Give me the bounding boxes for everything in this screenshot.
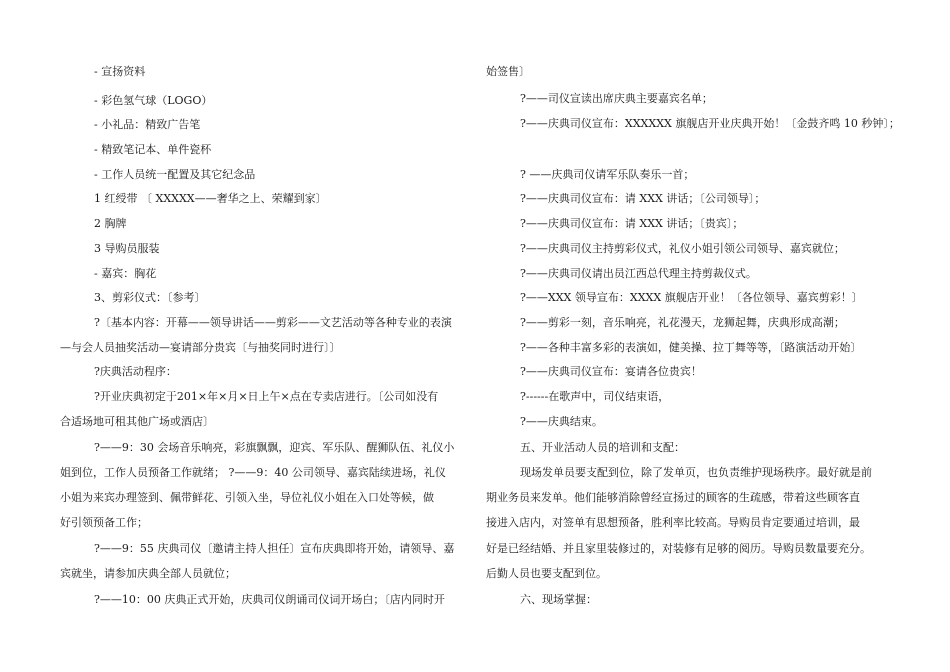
right-line-3: ? ——庆典司仪请军乐队奏乐一首； (520, 168, 695, 181)
right-line-0: 始签售〕 (486, 65, 530, 78)
right-line-5: ?——庆典司仪宣布：请 XXX 讲话；〔贵宾〕； (520, 217, 744, 230)
right-line-18: 好是已经结婚、并且家里装修过的，对装修有足够的阅历。导购员数量要充分。 (486, 542, 871, 555)
left-line-8: - 嘉宾：胸花 (94, 267, 157, 280)
right-line-7: ?——庆典司仪请出员江西总代理主持剪裁仪式。 (520, 267, 757, 280)
left-line-1: - 彩色氢气球（LOGO） (94, 94, 213, 107)
left-line-3: - 精致笔记本、单件瓷杯 (94, 143, 212, 156)
left-line-4: - 工作人员统一配置及其它纪念品 (94, 168, 256, 181)
left-line-16: 姐到位，工作人员预备工作就绪； ?——9：40 公司领导、嘉宾陆续进场，礼仪 (60, 466, 446, 479)
right-line-8: ?——XXX 领导宣布：XXXX 旗舰店开业！〔各位领导、嘉宾剪彩！〕 (520, 291, 863, 304)
right-line-17: 接进入店内，对签单有思想预备，胜利率比较高。导购员肯定要通过培训，最 (486, 516, 860, 529)
left-line-15: ?——9：30 会场音乐响亮，彩旗飘飘，迎宾、军乐队、醒狮队伍、礼仪小 (94, 441, 455, 454)
right-line-19: 后勤人员也要支配到位。 (486, 567, 607, 580)
right-line-4: ?——庆典司仪宣布：请 XXX 讲话；〔公司领导〕； (520, 192, 766, 205)
right-line-16: 期业务员来发单。他们能够消除曾经宣扬过的顾客的生疏感，带着这些顾客直 (486, 491, 860, 504)
left-line-9: 3、剪彩仪式：〔参考〕 (94, 291, 206, 304)
right-line-1: ?——司仪宣读出席庆典主要嘉宾名单； (520, 92, 713, 105)
left-line-7: 3 导购员服装 (94, 242, 160, 255)
left-line-13: ?开业庆典初定于201×年×月×日上午×点在专卖店进行。〔公司如没有 (94, 390, 439, 403)
right-line-13: ?——庆典结束。 (520, 415, 603, 428)
right-line-9: ?——剪彩一刻，音乐响亮，礼花漫天，龙狮起舞，庆典形成高潮； (520, 316, 845, 329)
left-line-17: 小姐为来宾办理签到、佩带鲜花、引领入坐，导位礼仪小姐在入口处等候，做 (60, 491, 434, 504)
left-line-20: 宾就坐，请参加庆典全部人员就位； (60, 567, 236, 580)
left-line-2: - 小礼品：精致广告笔 (94, 118, 201, 131)
right-line-10: ?——各种丰富多彩的表演如，健美操、拉丁舞等等，〔路演活动开始〕 (520, 341, 862, 354)
right-line-14: 五、开业活动人员的培训和支配： (520, 441, 685, 454)
right-line-2: ?——庆典司仪宣布：XXXXXX 旗舰店开业庆典开始！〔金鼓齐鸣 10 秒钟〕； (520, 117, 900, 130)
left-line-10: ?〔基本内容：开幕——领导讲话——剪彩——文艺活动等各种专业的表演 (94, 316, 452, 329)
left-line-14: 合适场地可租其他广场或酒店〕 (60, 415, 214, 428)
left-line-21: ?——10：00 庆典正式开始，庆典司仪朗诵司仪词开场白；〔店内同时开 (94, 593, 445, 606)
left-line-11: —与会人员抽奖活动—宴请部分贵宾〔与抽奖同时进行〕〕 (60, 341, 341, 354)
right-line-12: ?------在歌声中，司仪结束语， (520, 390, 670, 403)
left-line-0: - 宣扬资料 (94, 65, 146, 78)
left-line-5: 1 红绶带 〔 XXXXX——奢华之上、荣耀到家〕 (94, 192, 327, 205)
left-line-6: 2 胸牌 (94, 217, 127, 230)
right-line-6: ?——庆典司仪主持剪彩仪式，礼仪小姐引领公司领导、嘉宾就位； (520, 242, 845, 255)
right-line-11: ?——庆典司仪宣布：宴请各位贵宾！ (520, 365, 702, 378)
left-line-18: 好引领预备工作； (60, 516, 148, 529)
right-line-15: 现场发单员要支配到位，除了发单页，也负责维护现场秩序。最好就是前 (520, 466, 872, 479)
right-line-20: 六、现场掌握： (520, 593, 597, 606)
left-line-19: ?——9：55 庆典司仪〔邀请主持人担任〕宣布庆典即将开始，请领导、嘉 (94, 542, 455, 555)
left-line-12: ?庆典活动程序： (94, 365, 177, 378)
